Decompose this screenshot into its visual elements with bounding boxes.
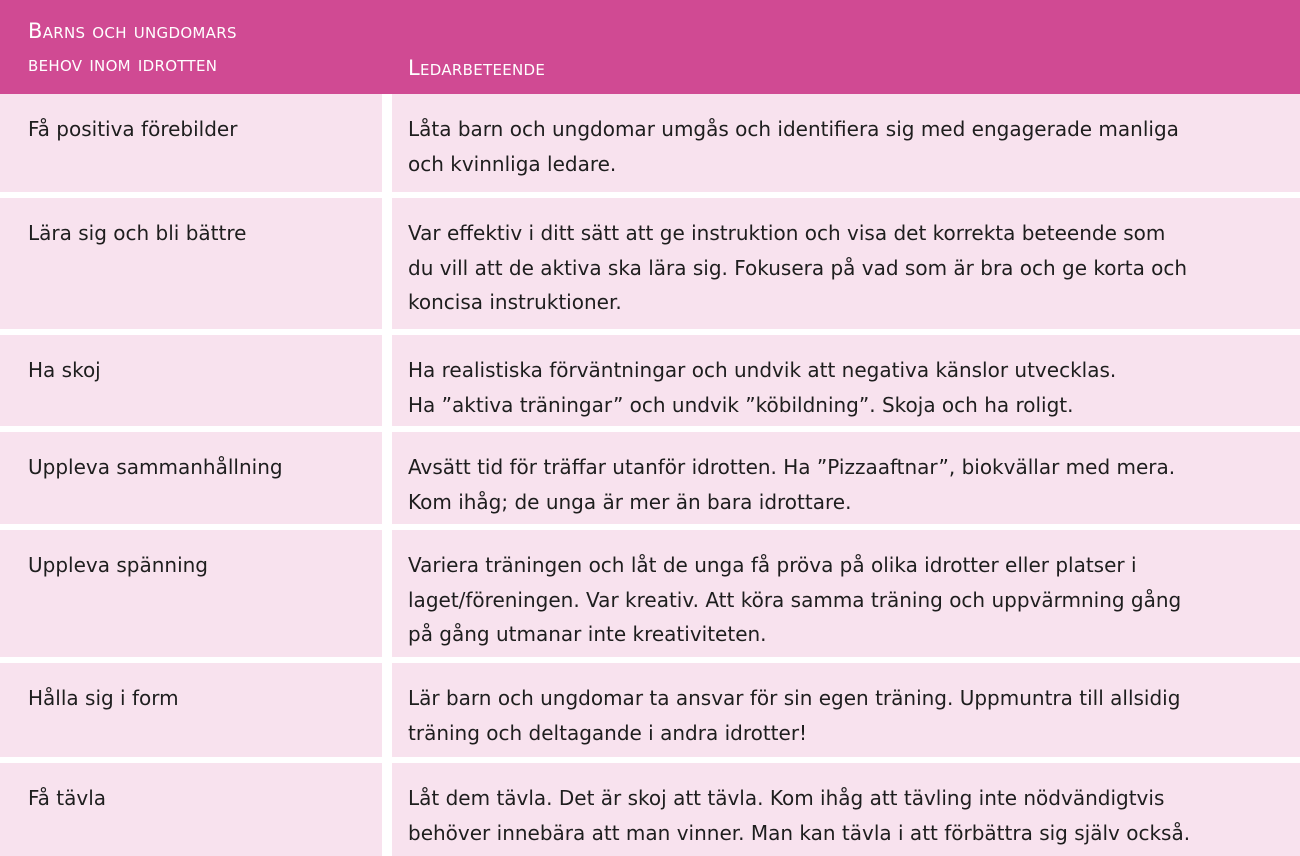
need-cell bbox=[0, 335, 382, 426]
need-text: Lära sig och bli bättre bbox=[28, 221, 247, 245]
need-cell bbox=[0, 432, 382, 524]
table-row bbox=[0, 663, 1300, 757]
behavior-cell bbox=[392, 763, 1300, 856]
need-text: Få tävla bbox=[28, 786, 107, 810]
table-row bbox=[0, 335, 1300, 426]
need-cell bbox=[0, 94, 382, 192]
table-header bbox=[0, 0, 1300, 94]
behavior-cell bbox=[392, 432, 1300, 524]
need-text: Uppleva spänning bbox=[28, 553, 208, 577]
table-row bbox=[0, 530, 1300, 657]
need-text: Uppleva sammanhållning bbox=[28, 455, 283, 479]
need-cell bbox=[0, 530, 382, 657]
need-cell bbox=[0, 198, 382, 329]
table-row bbox=[0, 432, 1300, 524]
header-leader-behavior: Ledarbeteende bbox=[408, 56, 546, 80]
behavior-cell bbox=[392, 198, 1300, 329]
table-row bbox=[0, 94, 1300, 192]
table-body bbox=[0, 94, 1300, 856]
behavior-text: Låt dem tävla. Det är skoj att tävla. Kom ihåg att tävling inte nödvändigtvis behöver innebära att man vinner. Man kan tävla i att förbättra sig själv också. bbox=[408, 786, 1191, 845]
behavior-cell bbox=[392, 663, 1300, 757]
behavior-text: Var effektiv i ditt sätt att ge instruktion och visa det korrekta beteende som du vill att de aktiva ska lära sig. Fokusera på vad som är bra och ge korta och koncisa instruktioner. bbox=[408, 221, 1188, 314]
table-row bbox=[0, 763, 1300, 856]
need-cell bbox=[0, 663, 382, 757]
behavior-text: Ha realistiska förväntningar och undvik att negativa känslor utvecklas. Ha ”aktiva träningar” och undvik ”köbildning”. Skoja och ha roligt. bbox=[408, 358, 1117, 417]
header-needs: Barns och ungdomars behov inom idrotten bbox=[28, 19, 237, 76]
table-row bbox=[0, 198, 1300, 329]
behavior-text: Låta barn och ungdomar umgås och identifiera sig med engagerade manliga och kvinnliga ledare. bbox=[408, 117, 1179, 176]
behavior-text: Avsätt tid för träffar utanför idrotten. Ha ”Pizzaaftnar”, biokvällar med mera. Kom ihåg; de unga är mer än bara idrottare. bbox=[408, 455, 1176, 514]
behavior-cell bbox=[392, 94, 1300, 192]
need-text: Hålla sig i form bbox=[28, 686, 179, 710]
behavior-text: Lär barn och ungdomar ta ansvar för sin egen träning. Uppmuntra till allsidig träning och deltagande i andra idrotter! bbox=[408, 686, 1181, 745]
need-cell bbox=[0, 763, 382, 856]
need-text: Ha skoj bbox=[28, 358, 101, 382]
behavior-cell bbox=[392, 335, 1300, 426]
need-text: Få positiva förebilder bbox=[28, 117, 238, 141]
behavior-text: Variera träningen och låt de unga få pröva på olika idrotter eller platser i laget/föreningen. Var kreativ. Att köra samma träning och uppvärmning gång på gång utmanar inte kreativiteten. bbox=[408, 553, 1182, 646]
behavior-cell bbox=[392, 530, 1300, 657]
